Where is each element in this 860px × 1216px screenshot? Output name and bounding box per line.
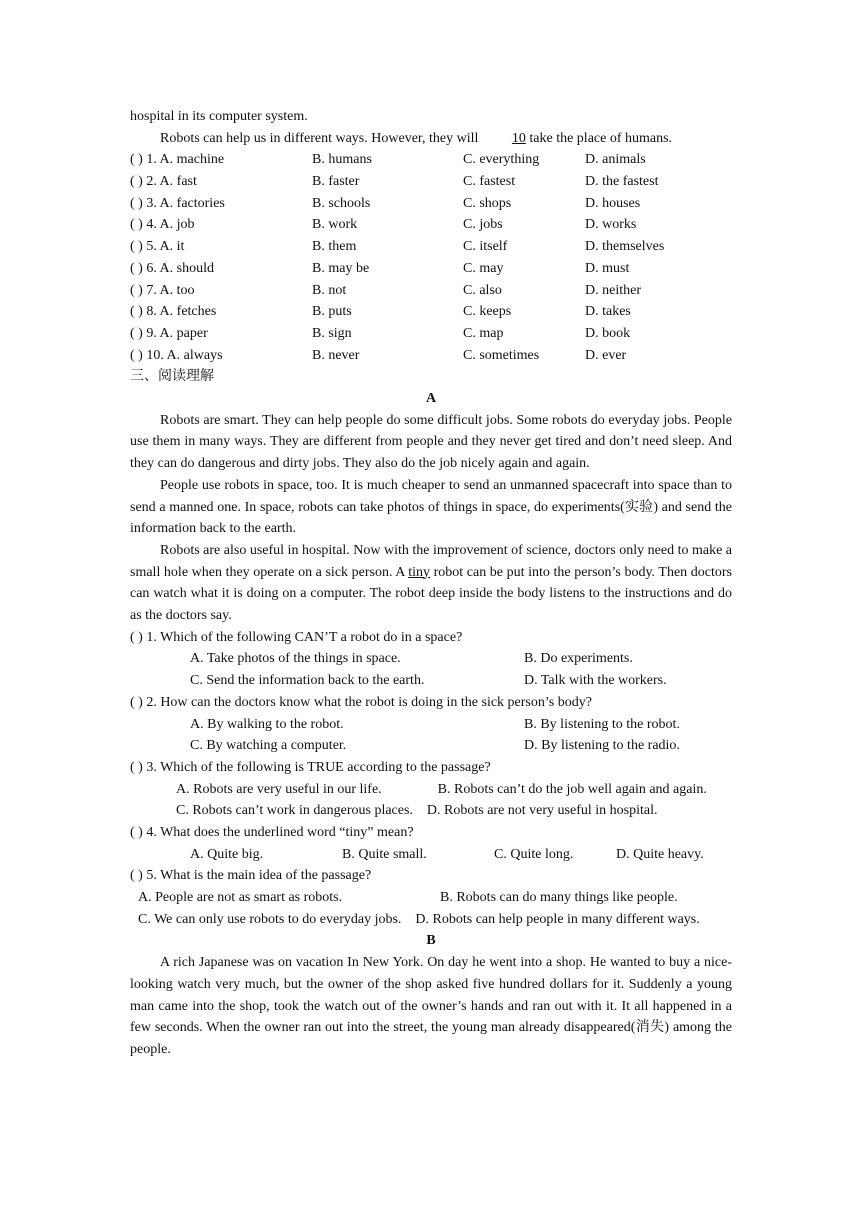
option-d: D. works [585, 217, 637, 233]
option-c: C. Quite long. [494, 846, 574, 862]
option-b: B. never [312, 347, 360, 363]
option-d: D. By listening to the radio. [524, 738, 680, 754]
question-number-option-a: ( ) 3. A. factories [130, 195, 225, 211]
question-number-option-a: ( ) 5. A. it [130, 239, 185, 255]
option-d: D. must [585, 260, 630, 276]
option-c: C. shops [463, 195, 512, 211]
option-c: C. Send the information back to the earth. [190, 673, 425, 689]
passage-b-paragraph-1: A rich Japanese was on vacation In New York. On day he went into a shop. He wanted to buy a nice-looking watch very much, but the owner of the shop asked five hundred dollars for it. Suddenly a young man came into the shop, took the watch out of the owner’s hands and ran out with it. It all happened in a few seconds. When the owner ran out into the street, the young man already disappeared(消失) among the people. [130, 955, 732, 1057]
cloze-last-sentence [130, 128, 732, 150]
question-number-option-a: ( ) 4. A. job [130, 217, 195, 233]
document-page [130, 106, 732, 1061]
option-b: B. faster [312, 174, 360, 190]
cloze-question [130, 149, 732, 171]
option-d: D. neither [585, 282, 641, 298]
option-a: A. People are not as smart as robots. [138, 890, 343, 906]
question-2-options-row-1 [130, 714, 732, 736]
question-5-options-cd: C. We can only use robots to do everyday jobs. D. Robots can help people in many different ways. [138, 911, 700, 927]
option-d: D. the fastest [585, 174, 659, 190]
question-number-option-a: ( ) 7. A. too [130, 282, 195, 298]
reading-question-1: ( ) 1. Which of the following CAN’T a robot do in a space? [130, 629, 463, 645]
option-b: B. work [312, 217, 358, 233]
option-c: C. everything [463, 152, 540, 168]
option-d: D. ever [585, 347, 627, 363]
passage-b-label: B [426, 933, 436, 949]
question-1-options-row-1 [130, 648, 732, 670]
option-a: A. Quite big. [190, 846, 264, 862]
option-a: A. Take photos of the things in space. [190, 651, 401, 667]
cloze-question [130, 171, 732, 193]
question-number-option-a: ( ) 6. A. should [130, 260, 214, 276]
cloze-question-list [130, 149, 732, 366]
cloze-question [130, 301, 732, 323]
cloze-question [130, 214, 732, 236]
cloze-question [130, 236, 732, 258]
option-b: B. them [312, 239, 357, 255]
question-number-option-a: ( ) 8. A. fetches [130, 304, 217, 320]
passage-a-paragraph-3 [130, 540, 732, 627]
option-d: D. Quite heavy. [616, 846, 704, 862]
option-d: D. animals [585, 152, 646, 168]
question-3-options-cd: C. Robots can’t work in dangerous places. D. Robots are not very useful in hospital. [176, 803, 658, 819]
question-3-options-ab: A. Robots are very useful in our life. B. Robots can’t do the job well again and again. [176, 781, 707, 797]
passage-a-label: A [425, 390, 437, 406]
option-c: C. sometimes [463, 347, 540, 363]
reading-question-4: ( ) 4. What does the underlined word “tiny” mean? [130, 824, 414, 840]
cloze-question [130, 345, 732, 367]
option-b: B. humans [312, 152, 372, 168]
reading-question-2: ( ) 2. How can the doctors know what the robot is doing in the sick person’s body? [130, 694, 592, 710]
option-d: D. Talk with the workers. [524, 673, 667, 689]
paragraph-3-start: Robots are also useful in hospital. Now with the improvement of science, doctors only need to make a small hole when they operate on a sick person. A [130, 542, 732, 580]
section-title-reading: 三、阅读理解 [130, 368, 214, 385]
question-number-option-a: ( ) 2. A. fast [130, 174, 197, 190]
cloze-question [130, 193, 732, 215]
option-c: C. map [463, 325, 504, 341]
question-number-option-a: ( ) 1. A. machine [130, 152, 225, 168]
question-number-option-a: ( ) 10. A. always [130, 347, 223, 363]
option-d: D. houses [585, 195, 641, 211]
option-c: C. By watching a computer. [190, 738, 347, 754]
question-5-options-row-1 [130, 887, 732, 909]
passage-a-paragraph-1: Robots are smart. They can help people do some difficult jobs. Some robots do everyday jobs. People use them in many ways. They are different from people and they never get tired and don’t need sleep. And they can do dangerous and dirty jobs. They also do the job nicely again and again. [130, 412, 732, 472]
option-d: D. book [585, 325, 631, 341]
question-4-options [130, 844, 732, 866]
option-c: C. jobs [463, 217, 503, 233]
cloze-tail-line: hospital in its computer system. [130, 109, 308, 124]
option-b: B. By listening to the robot. [524, 716, 680, 732]
option-d: D. takes [585, 304, 631, 320]
option-c: C. may [463, 260, 504, 276]
option-c: C. also [463, 282, 502, 298]
option-a: A. By walking to the robot. [190, 716, 344, 732]
cloze-question [130, 280, 732, 302]
option-b: B. Quite small. [342, 846, 427, 862]
paragraph-3-end: robot can be put into the person’s body. Then doctors can watch what it is doing on a computer. The robot deep inside the body listens to the instructions and do as the doctors say. [130, 564, 732, 624]
option-b: B. not [312, 282, 347, 298]
option-d: D. themselves [585, 239, 665, 255]
underlined-word-tiny: tiny [408, 564, 431, 580]
cloze-last-sentence-post: take the place of humans. [529, 130, 673, 146]
passage-a-paragraph-2: People use robots in space, too. It is much cheaper to send an unmanned spacecraft into space than to send a manned one. In space, robots can take photos of things in space, do experiments(实验) and send the information back to the earth. [130, 477, 732, 537]
reading-question-3: ( ) 3. Which of the following is TRUE according to the passage? [130, 759, 491, 775]
question-1-options-row-2 [130, 670, 732, 692]
option-b: B. may be [312, 260, 370, 276]
cloze-last-sentence-pre: Robots can help us in different ways. However, they will [160, 130, 479, 146]
question-number-option-a: ( ) 9. A. paper [130, 325, 208, 341]
cloze-blank-10: 10 [511, 130, 526, 146]
cloze-question [130, 258, 732, 280]
option-b: B. sign [312, 325, 352, 341]
option-b: B. Do experiments. [524, 651, 633, 667]
option-c: C. itself [463, 239, 508, 255]
question-2-options-row-2 [130, 735, 732, 757]
option-b: B. Robots can do many things like people. [440, 890, 678, 906]
option-c: C. keeps [463, 304, 512, 320]
option-b: B. puts [312, 304, 352, 320]
option-c: C. fastest [463, 174, 516, 190]
option-b: B. schools [312, 195, 371, 211]
cloze-question [130, 323, 732, 345]
reading-question-5: ( ) 5. What is the main idea of the passage? [130, 868, 372, 884]
